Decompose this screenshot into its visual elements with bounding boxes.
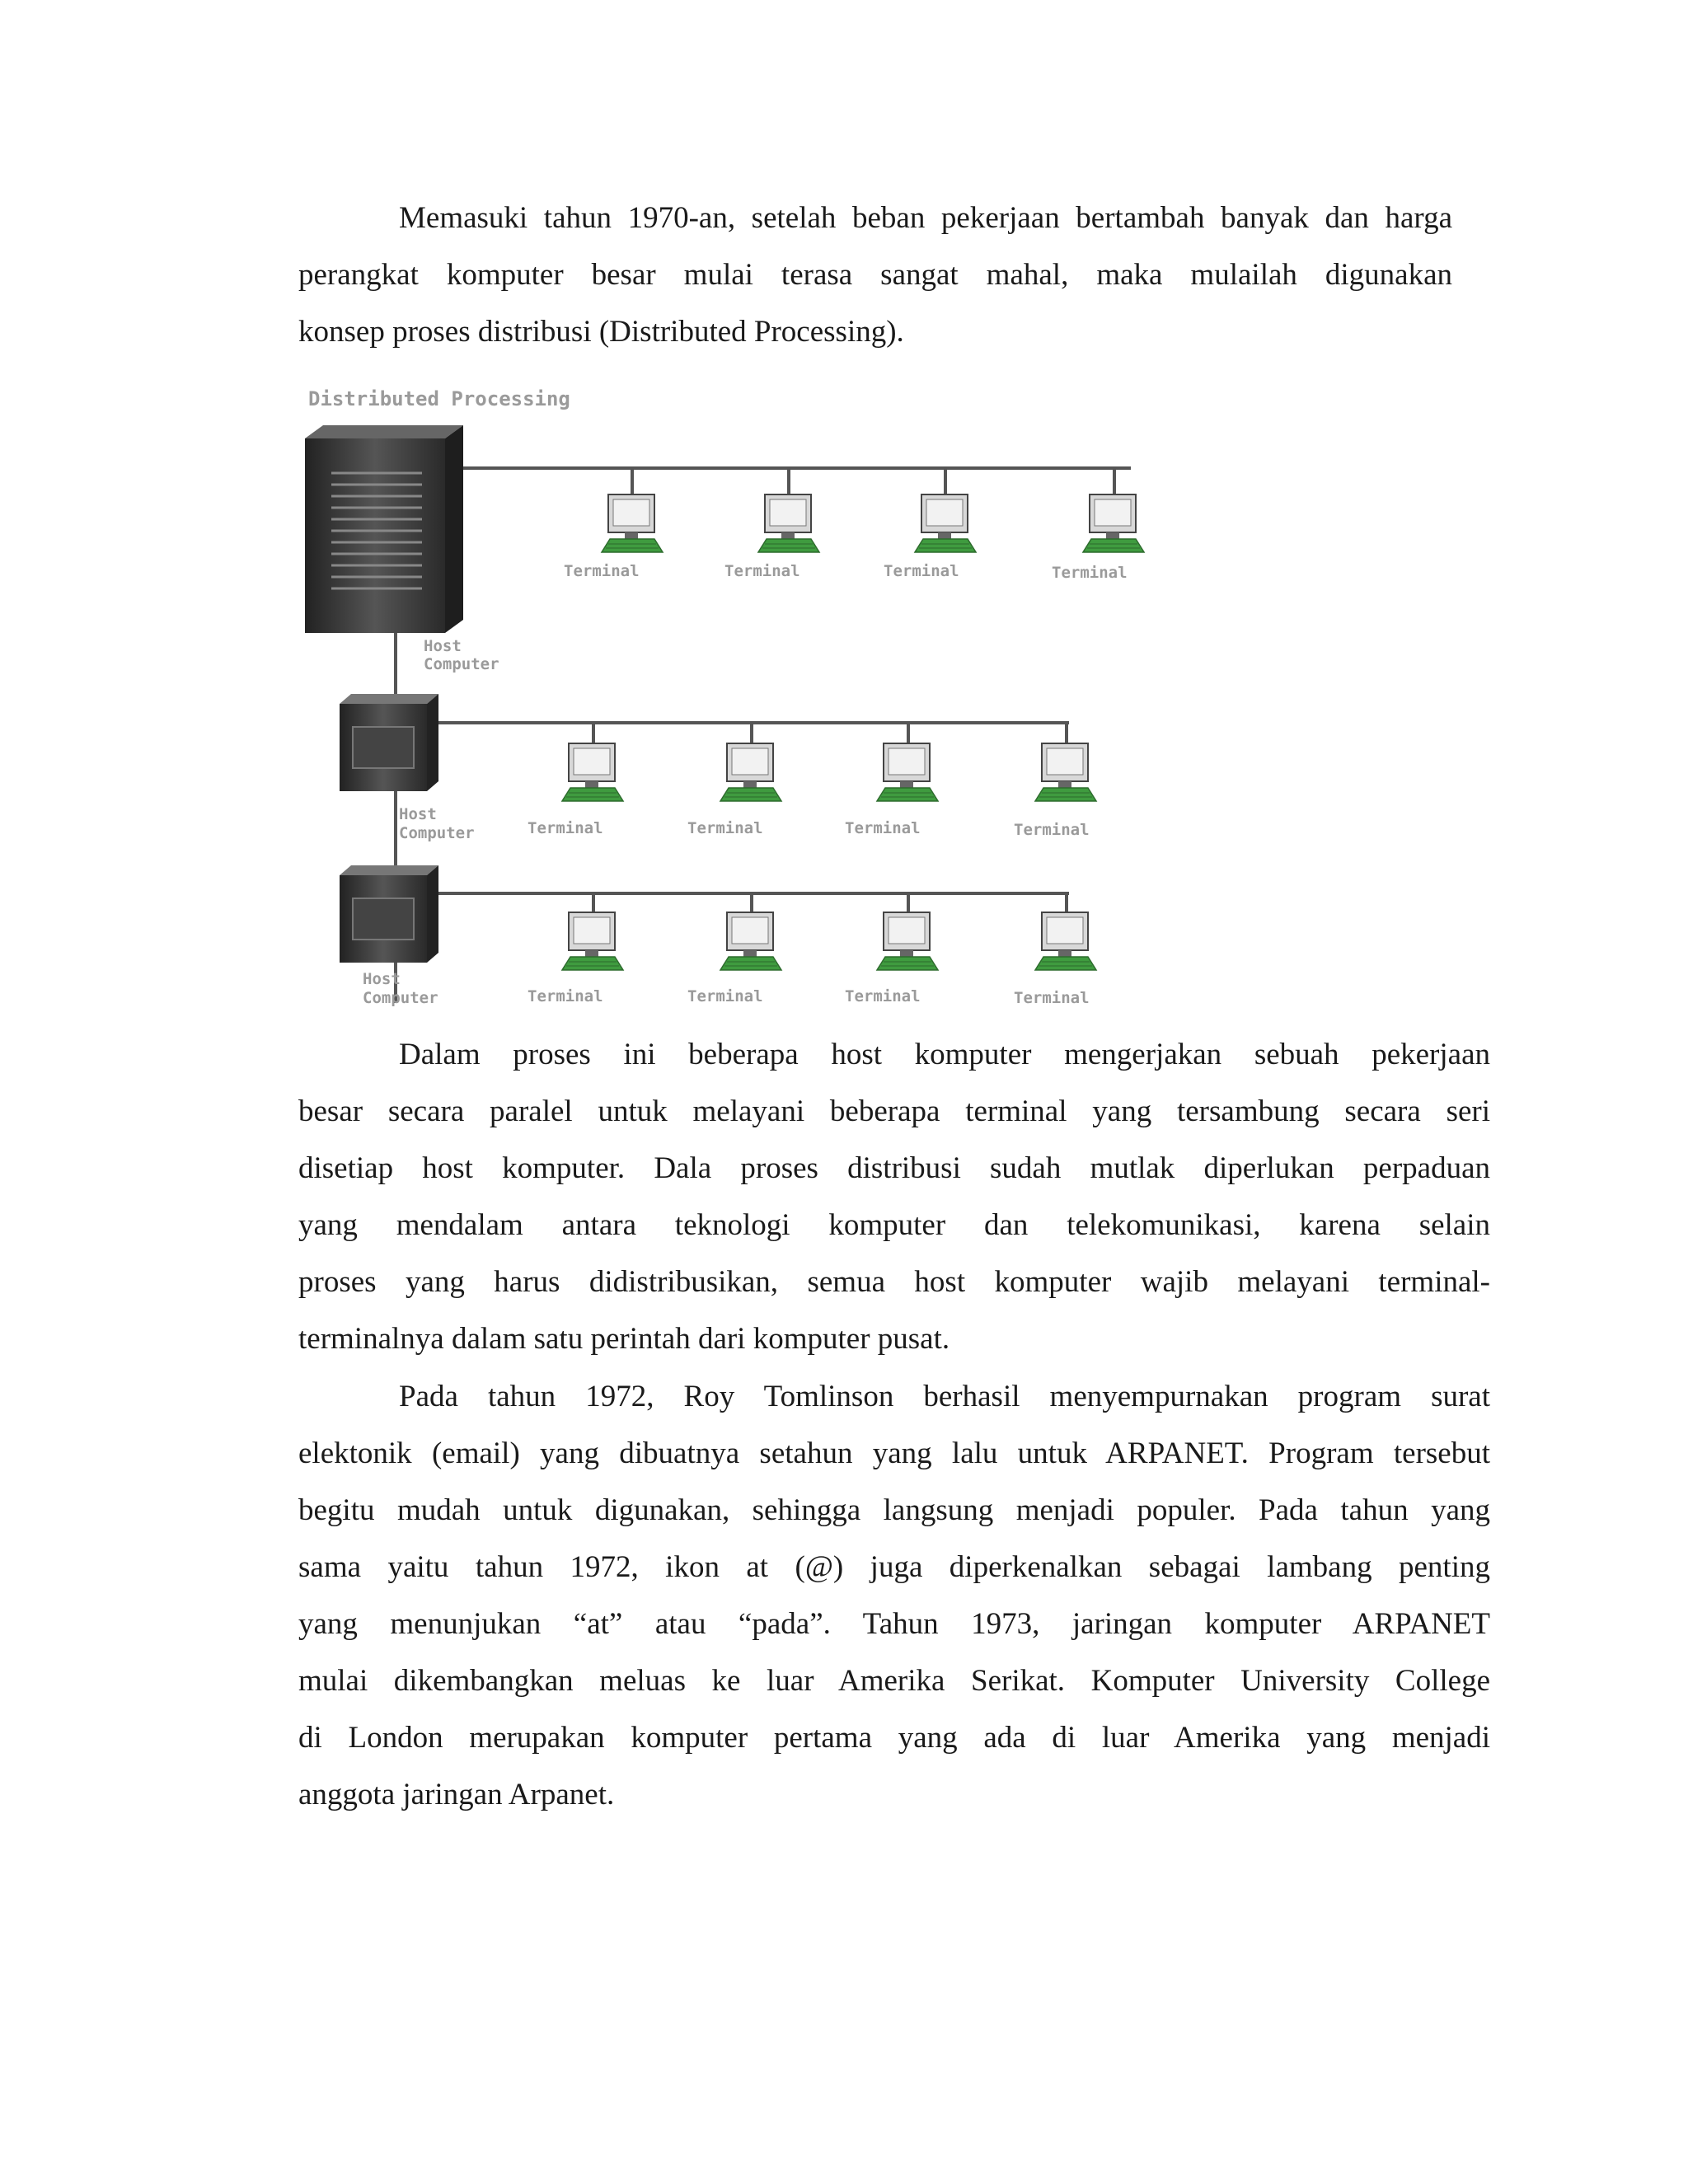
terminal-icon: [1035, 743, 1096, 801]
terminal-icon: [877, 743, 938, 801]
paragraph-2-line: besar secara paralel untuk melayani beberapa terminal yang tersambung secara seri: [298, 1094, 1490, 1128]
paragraph-1-line: perangkat komputer besar mulai terasa sangat mahal, maka mulailah digunakan: [298, 258, 1452, 292]
host-computer-server-icon: [305, 425, 463, 633]
terminal-label: Terminal: [1014, 821, 1090, 839]
host-label: Host: [399, 805, 437, 823]
terminal-label: Terminal: [884, 562, 959, 580]
terminal-label: Terminal: [1052, 564, 1128, 582]
paragraph-3-line: di London merupakan komputer pertama yang ada di luar Amerika yang menjadi: [298, 1721, 1490, 1755]
paragraph-1: [298, 190, 1452, 360]
terminal-icon: [720, 743, 781, 801]
paragraph-2-line: Dalam proses ini beberapa host komputer mengerjakan sebuah pekerjaan: [399, 1038, 1490, 1071]
terminal-label: Terminal: [1014, 989, 1090, 1007]
paragraph-2-line: disetiap host komputer. Dala proses distribusi sudah mutlak diperlukan perpaduan: [298, 1151, 1490, 1185]
paragraph-3-line: begitu mudah untuk digunakan, sehingga langsung menjadi populer. Pada tahun yang: [298, 1493, 1490, 1527]
paragraph-2-line: proses yang harus didistribusikan, semua host komputer wajib melayani terminal-: [298, 1265, 1490, 1299]
terminal-icon: [562, 912, 623, 970]
paragraph-2-line: terminalnya dalam satu perintah dari komputer pusat.: [298, 1322, 950, 1356]
terminal-icon: [562, 743, 623, 801]
host-computer-icon: [340, 865, 438, 963]
host-label: Computer: [399, 824, 475, 842]
terminal-icon: [915, 494, 976, 552]
paragraph-3: [298, 1368, 1490, 1823]
terminal-label: Terminal: [528, 987, 603, 1005]
paragraph-2: [298, 1026, 1490, 1367]
paragraph-3-line: sama yaitu tahun 1972, ikon at (@) juga diperkenalkan sebagai lambang penting: [298, 1550, 1490, 1584]
distributed-processing-figure: [298, 381, 1180, 1015]
host-label: Computer: [424, 655, 499, 673]
terminal-icon: [758, 494, 819, 552]
terminal-icon: [720, 912, 781, 970]
host-label: Host: [363, 970, 401, 988]
paragraph-3-line: anggota jaringan Arpanet.: [298, 1778, 615, 1811]
terminal-label: Terminal: [528, 819, 603, 837]
terminal-label: Terminal: [845, 819, 921, 837]
paragraph-3-line: mulai dikembangkan meluas ke luar Amerika Serikat. Komputer University College: [298, 1664, 1490, 1698]
figure-title: Distributed Processing: [308, 387, 570, 410]
terminal-icon: [1083, 494, 1144, 552]
terminal-icon: [877, 912, 938, 970]
host-label: Computer: [363, 989, 438, 1007]
host-label: Host: [424, 637, 462, 655]
terminal-icon: [602, 494, 663, 552]
terminal-label: Terminal: [687, 819, 763, 837]
terminal-label: Terminal: [724, 562, 800, 580]
terminal-label: Terminal: [564, 562, 640, 580]
paragraph-3-line: Pada tahun 1972, Roy Tomlinson berhasil menyempurnakan program surat: [399, 1380, 1490, 1413]
paragraph-1-line: Memasuki tahun 1970-an, setelah beban pekerjaan bertambah banyak dan harga: [399, 201, 1452, 235]
host-computer-icon: [340, 694, 438, 791]
terminal-label: Terminal: [845, 987, 921, 1005]
paragraph-2-line: yang mendalam antara teknologi komputer dan telekomunikasi, karena selain: [298, 1208, 1490, 1242]
network-diagram: [298, 381, 1180, 1015]
paragraph-1-line: konsep proses distribusi (Distributed Processing).: [298, 315, 904, 349]
terminal-label: Terminal: [687, 987, 763, 1005]
paragraph-3-line: yang menunjukan “at” atau “pada”. Tahun 1973, jaringan komputer ARPANET: [298, 1607, 1490, 1641]
terminal-icon: [1035, 912, 1096, 970]
paragraph-3-line: elektonik (email) yang dibuatnya setahun yang lalu untuk ARPANET. Program tersebut: [298, 1436, 1490, 1470]
